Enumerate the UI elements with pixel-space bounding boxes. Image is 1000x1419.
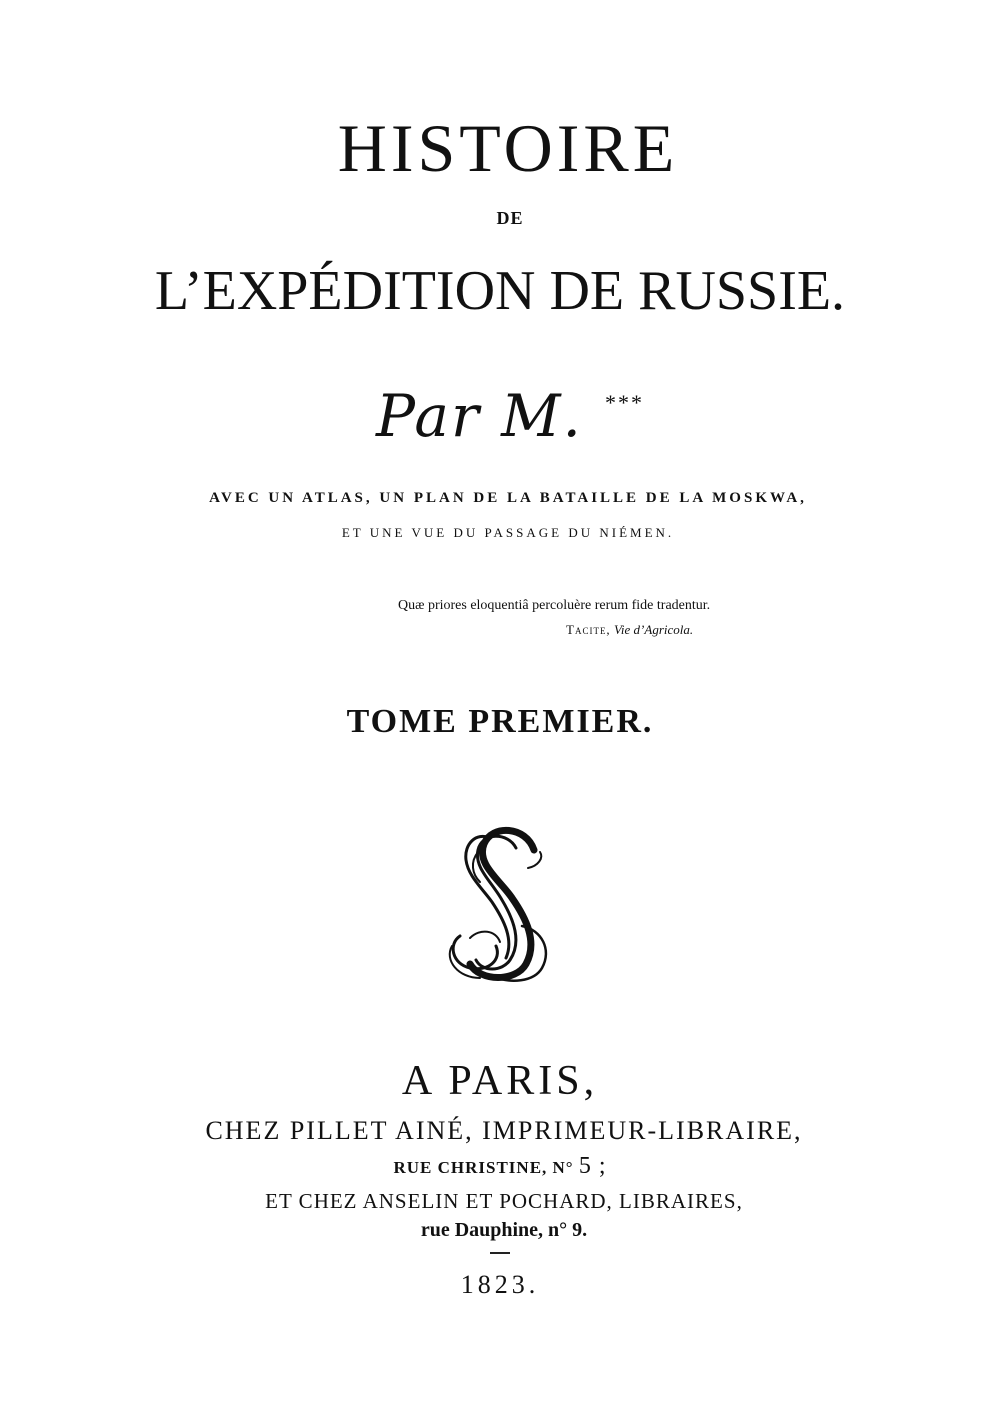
imprint-address-1	[0, 1152, 1000, 1182]
publication-year: 1823.	[460, 1270, 540, 1299]
author-stars: ***	[605, 390, 644, 415]
epigraph-quote: Quæ priores eloquentiâ percoluère rerum fide tradentur.	[398, 598, 711, 613]
title-connector: DE	[496, 208, 524, 228]
author-script: Par M.	[376, 382, 583, 450]
title-main: HISTOIRE	[337, 110, 679, 186]
imprint-publisher-2: ET CHEZ ANSELIN ET POCHARD, LIBRAIRES,	[265, 1189, 743, 1213]
supplement-line-2: ET UNE VUE DU PASSAGE DU NIÉMEN.	[341, 525, 675, 540]
author-line	[0, 368, 1000, 467]
imprint-publisher-1: CHEZ PILLET AINÉ, IMPRIMEUR-LIBRAIRE,	[205, 1116, 803, 1145]
imprint-address-1-number: 5 ;	[578, 1153, 607, 1179]
imprint-address-1-street: RUE CHRISTINE, N°	[393, 1158, 574, 1177]
epigraph-citation	[566, 620, 693, 640]
volume-label: TOME PREMIER.	[346, 703, 654, 740]
imprint-address-2: rue Dauphine, n° 9.	[420, 1219, 588, 1241]
epigraph-work: Vie d’Agricola.	[613, 622, 694, 637]
imprint-divider	[490, 1252, 510, 1254]
title-subtitle: L’EXPÉDITION DE RUSSIE.	[154, 260, 846, 322]
supplement-line-1: AVEC UN ATLAS, UN PLAN DE LA BATAILLE DE LA MOSKWA,	[209, 490, 807, 506]
imprint-city: A PARIS,	[401, 1058, 599, 1104]
ornamental-monogram-icon	[430, 818, 570, 988]
epigraph-author: Tacite,	[566, 622, 611, 637]
